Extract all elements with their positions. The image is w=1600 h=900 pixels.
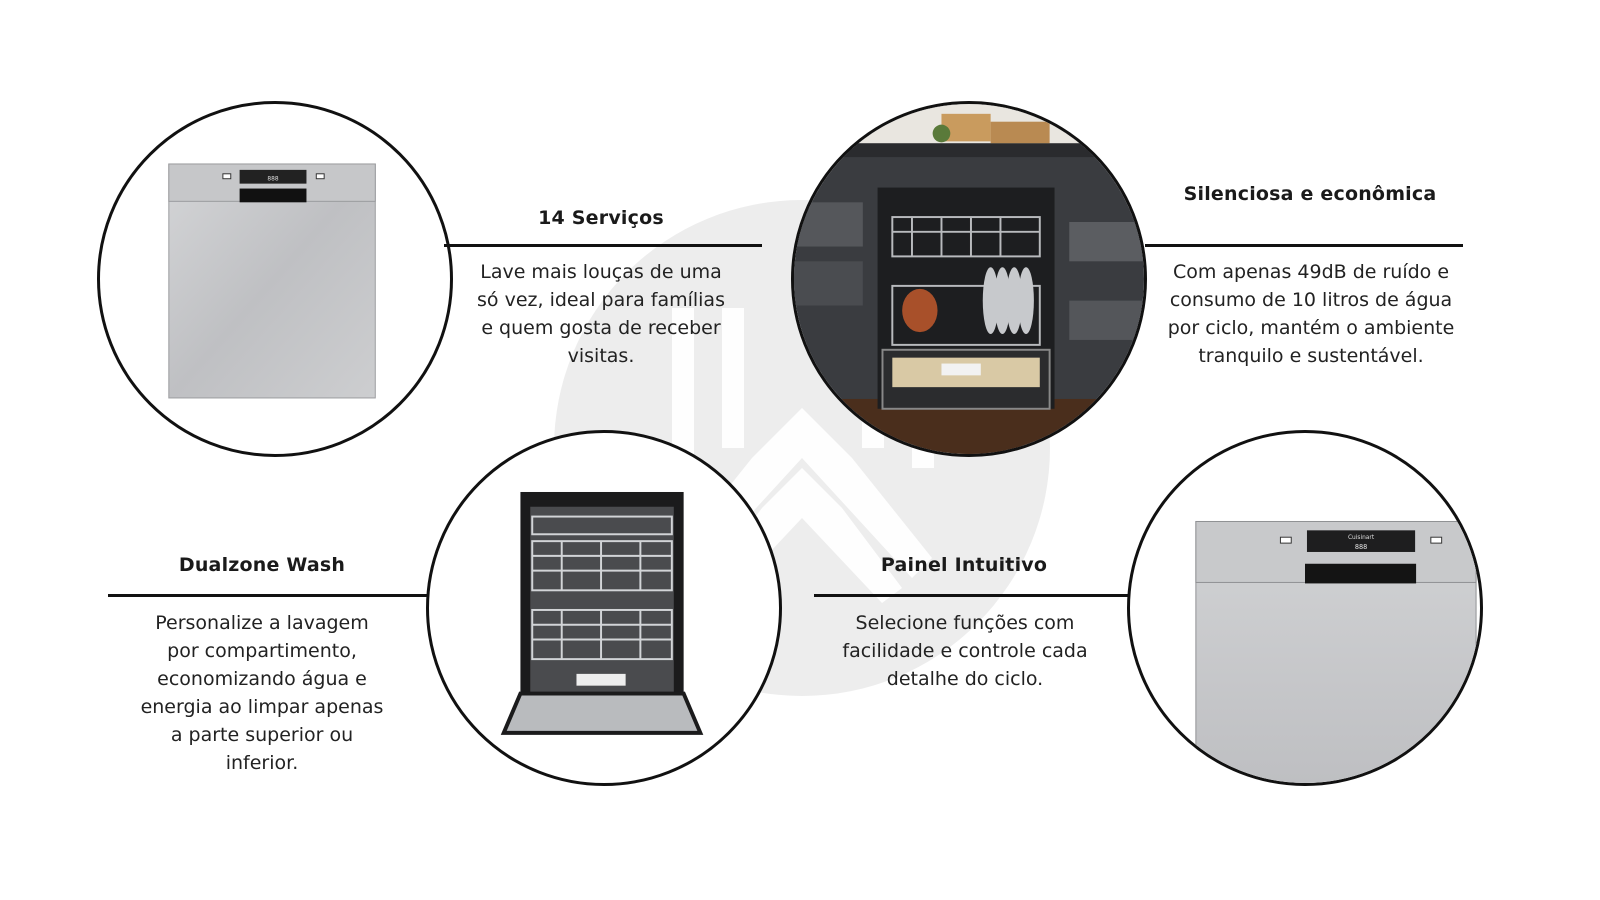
feature-title-14-servicos: 14 Serviços xyxy=(538,207,664,229)
connector-line-2 xyxy=(1145,244,1463,247)
dishwasher-kitchen-image xyxy=(791,101,1147,457)
dishwasher-panel-image xyxy=(1127,430,1483,786)
panel-display-digits: 888 xyxy=(1354,543,1368,552)
feature-desc-14-servicos: Lave mais louças de uma só vez, ideal para famílias e quem gosta de receber visitas. xyxy=(477,261,725,367)
feature-title-painel: Painel Intuitivo xyxy=(880,554,1048,576)
dishwasher-open-image xyxy=(426,430,782,786)
connector-line-3 xyxy=(108,594,428,597)
feature-desc-silenciosa: Com apenas 49dB de ruído e consumo de 10 litros de água por ciclo, mantém o ambiente tranquilo e sustentável. xyxy=(1167,261,1455,367)
dishwasher-front-image xyxy=(97,101,453,457)
feature-title-dualzone: Dualzone Wash xyxy=(178,554,346,576)
feature-desc-dualzone: Personalize a lavagem por compartimento, economizando água e energia ao limpar apenas a parte superior ou inferior. xyxy=(140,612,384,774)
panel-brand-label: Cuisinart xyxy=(1347,535,1375,542)
feature-desc-painel: Selecione funções com facilidade e controle cada detalhe do ciclo. xyxy=(842,612,1088,690)
connector-line-1 xyxy=(444,244,762,247)
connector-line-4 xyxy=(814,594,1130,597)
svg-text:888: 888 xyxy=(267,176,279,183)
feature-title-silenciosa: Silenciosa e econômica xyxy=(1183,183,1437,205)
